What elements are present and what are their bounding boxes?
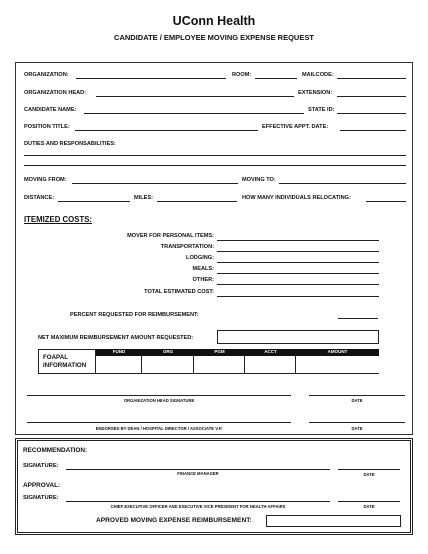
finance-signature-line[interactable] <box>66 469 330 470</box>
room-label: ROOM: <box>232 72 252 78</box>
approved-reimbursement-label: APROVED MOVING EXPENSE REIMBURSEMENT: <box>96 517 252 524</box>
position-title-label: POSITION TITLE: <box>24 124 70 130</box>
individuals-field[interactable] <box>366 201 406 202</box>
organization-label: ORGANIZATION: <box>24 72 69 78</box>
organization-field[interactable] <box>76 78 226 79</box>
foapal-label-line1: FOAPAL <box>43 354 68 361</box>
state-id-field[interactable] <box>337 113 406 114</box>
foapal-header-fund: FUND <box>96 349 142 356</box>
distance-field[interactable] <box>58 201 130 202</box>
effective-date-label: EFFECTIVE APPT. DATE: <box>262 124 329 130</box>
recommendation-label: RECOMMENDATION: <box>23 447 88 454</box>
effective-date-field[interactable] <box>340 130 406 131</box>
duties-line-2[interactable] <box>24 165 406 166</box>
percent-field[interactable] <box>338 318 378 319</box>
ceo-date-line[interactable] <box>338 501 400 502</box>
ceo-date-caption: DATE <box>363 504 375 509</box>
approval-label: APPROVAL: <box>23 482 61 489</box>
room-field[interactable] <box>255 78 297 79</box>
form-title: CANDIDATE / EMPLOYEE MOVING EXPENSE REQUEST <box>114 33 314 42</box>
finance-manager-caption: FINANCE MANAGER <box>177 471 219 476</box>
mover-label: MOVER FOR PERSONAL ITEMS: <box>127 233 214 239</box>
meals-field[interactable] <box>217 273 379 274</box>
foapal-header-org: ORG <box>142 349 194 356</box>
foapal-acct-cell[interactable] <box>245 356 296 374</box>
meals-label: MEALS: <box>192 266 214 272</box>
organization-head-field[interactable] <box>96 96 294 97</box>
org-head-signature-line[interactable] <box>27 395 291 396</box>
total-cost-label: TOTAL ESTIMATED COST: <box>144 289 214 295</box>
approved-reimbursement-field[interactable] <box>266 515 401 527</box>
signature2-label: SIGNATURE: <box>23 495 59 501</box>
foapal-org-cell[interactable] <box>142 356 194 374</box>
other-field[interactable] <box>217 284 379 285</box>
individuals-label: HOW MANY INDIVIDUALS RELOCATING: <box>242 195 351 201</box>
other-label: OTHER: <box>192 277 214 283</box>
moving-from-label: MOVING FROM: <box>24 177 67 183</box>
miles-field[interactable] <box>157 201 237 202</box>
org-head-date-caption: DATE <box>351 398 363 403</box>
mover-field[interactable] <box>217 240 379 241</box>
foapal-fund-cell[interactable] <box>96 356 142 374</box>
org-name: UConn Health <box>172 14 256 28</box>
moving-from-field[interactable] <box>72 183 238 184</box>
endorsed-date-caption: DATE <box>351 426 363 431</box>
candidate-name-field[interactable] <box>84 113 304 114</box>
organization-head-label: ORGANIZATION HEAD: <box>24 90 87 96</box>
endorsed-signature-line[interactable] <box>27 422 291 423</box>
candidate-name-label: CANDIDATE NAME: <box>24 107 77 113</box>
moving-to-field[interactable] <box>279 183 406 184</box>
foapal-header-acct: ACCT <box>245 349 296 356</box>
finance-date-line[interactable] <box>338 469 400 470</box>
itemized-costs-heading: ITEMIZED COSTS: <box>24 215 93 224</box>
org-head-signature-caption: ORGANIZATION HEAD SIGNATURE <box>123 398 195 403</box>
org-head-date-line[interactable] <box>309 395 405 396</box>
foapal-label-box <box>38 349 96 374</box>
transportation-label: TRANSPORTATION: <box>160 244 214 250</box>
finance-date-caption: DATE <box>363 472 375 477</box>
ceo-caption: CHIEF EXECUTIVE OFFICER AND EXECUTIVE VICE PRESIDENT FOR HEALTH AFFAIRS <box>110 504 286 509</box>
foapal-header-pgm: PGM <box>194 349 245 356</box>
lodging-field[interactable] <box>217 262 379 263</box>
main-form-frame <box>15 62 413 435</box>
state-id-label: STATE ID: <box>308 107 335 113</box>
duties-line-1[interactable] <box>24 155 406 156</box>
transportation-field[interactable] <box>217 251 379 252</box>
net-max-field[interactable] <box>217 330 379 344</box>
foapal-label-line2: INFORMATION <box>43 362 87 369</box>
moving-to-label: MOVING TO: <box>242 177 276 183</box>
total-cost-field[interactable] <box>217 296 379 297</box>
percent-label: PERCENT REQUESTED FOR REIMBURSEMENT: <box>70 312 199 318</box>
endorsed-caption: ENDORSED BY DEAN / HOSPITAL DIRECTOR / ASSOCIATE V.P. <box>95 426 223 431</box>
lodging-label: LODGING: <box>186 255 214 261</box>
mailcode-field[interactable] <box>337 78 406 79</box>
duties-label: DUTIES AND RESPONSABILITIES: <box>24 141 116 147</box>
signature1-label: SIGNATURE: <box>23 463 59 469</box>
endorsed-date-line[interactable] <box>309 422 405 423</box>
position-title-field[interactable] <box>75 130 258 131</box>
ceo-signature-line[interactable] <box>66 501 330 502</box>
foapal-header-amount: AMOUNT <box>296 349 379 356</box>
miles-label: MILES: <box>134 195 153 201</box>
net-max-label: NET MAXIMUM REIMBURSEMENT AMOUNT REQUESTED: <box>38 335 194 341</box>
extension-field[interactable] <box>337 96 406 97</box>
distance-label: DISTANCE: <box>24 195 55 201</box>
foapal-amount-cell[interactable] <box>296 356 379 374</box>
foapal-pgm-cell[interactable] <box>194 356 245 374</box>
extension-label: EXTENSION: <box>298 90 333 96</box>
mailcode-label: MAILCODE: <box>302 72 334 78</box>
